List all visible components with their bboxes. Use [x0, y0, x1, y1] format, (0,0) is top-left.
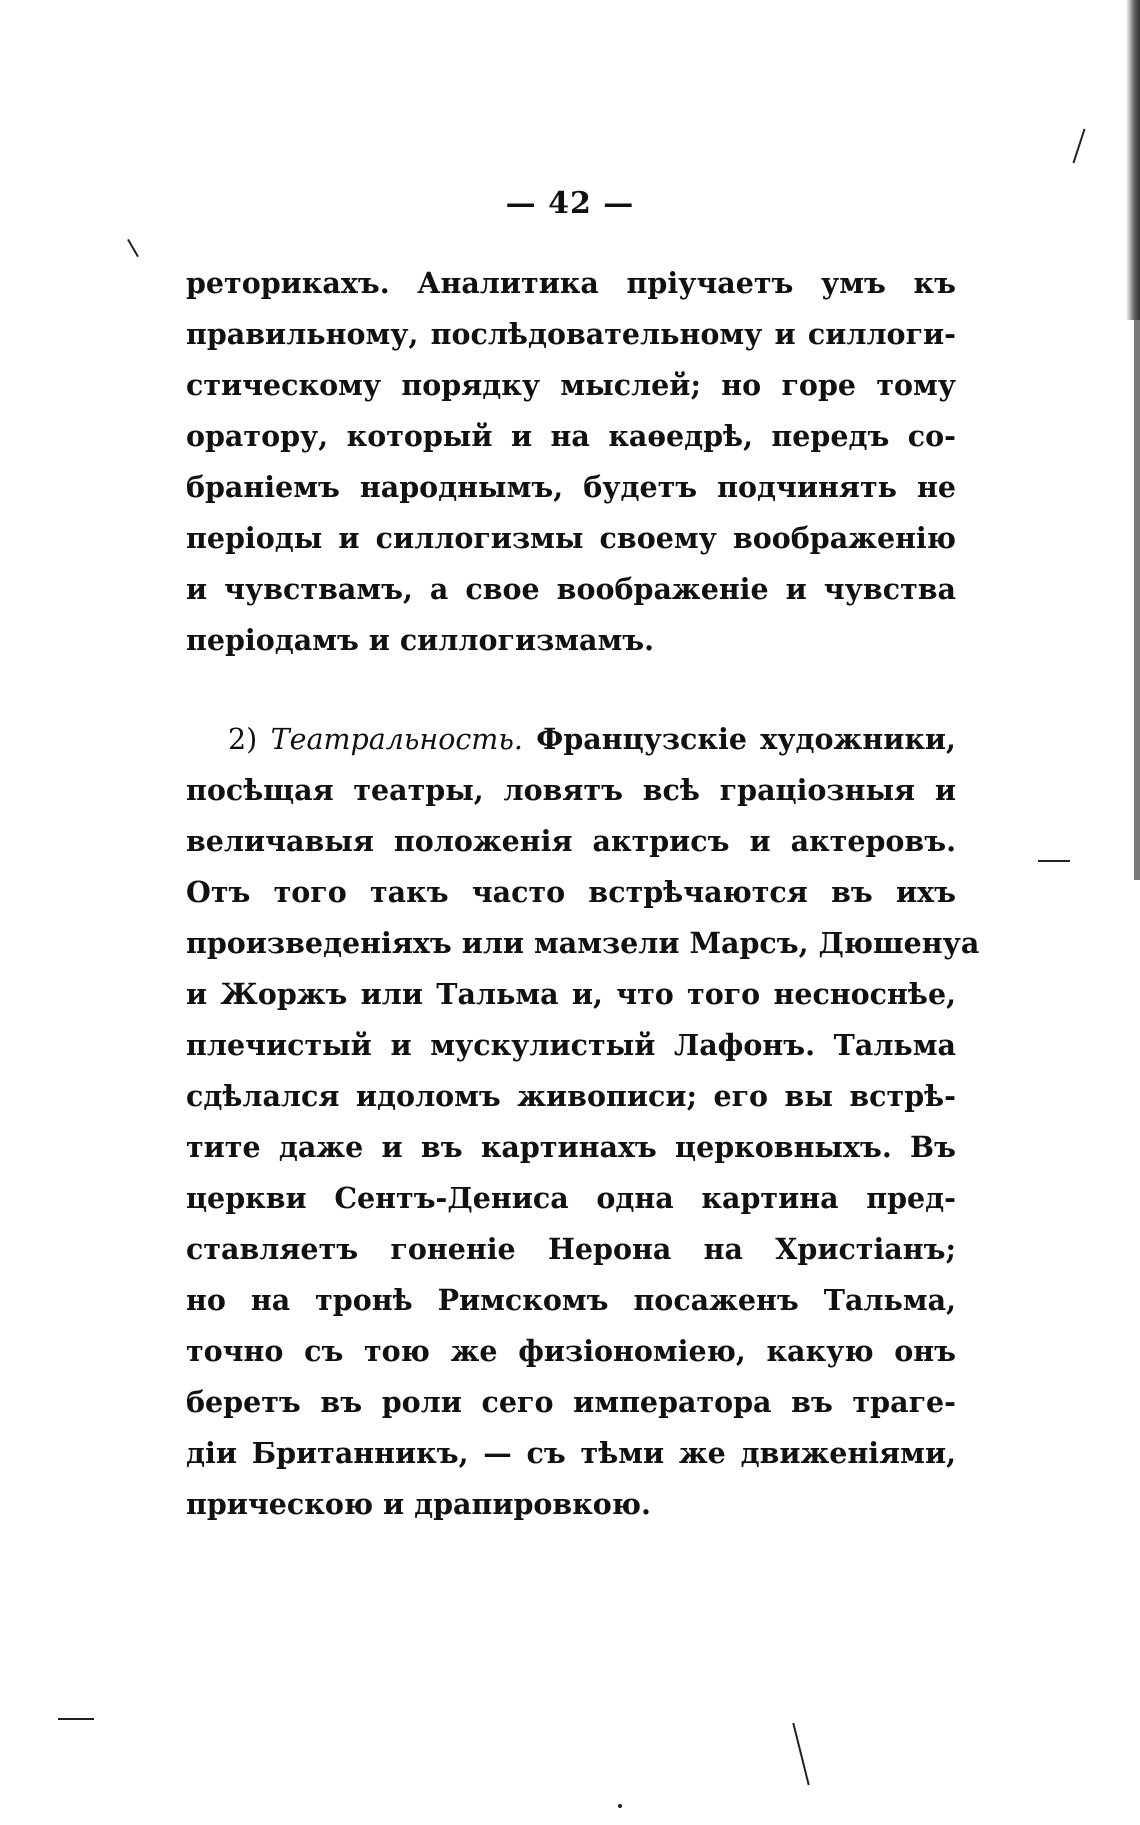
paragraph-2-line: сдѣлался идоломъ живописи; его вы встрѣ-	[186, 1079, 956, 1113]
paragraph-2-line: беретъ въ роли сего императора въ траге-	[186, 1385, 956, 1419]
paragraph-1-line: браніемъ народнымъ, будетъ подчинять не	[186, 470, 956, 504]
paragraph-1	[186, 258, 956, 666]
scan-mark	[1038, 860, 1070, 862]
scan-mark	[792, 1723, 809, 1786]
list-number: 2)	[228, 723, 258, 756]
paragraph-2-line: величавыя положенія актрисъ и актеровъ.	[186, 824, 956, 858]
paragraph-1-line: и чувствамъ, а свое воображеніе и чувства	[186, 572, 956, 606]
paragraph-2-line: діи Британникъ, — съ тѣми же движеніями,	[186, 1436, 956, 1470]
scan-mark	[127, 239, 139, 257]
paragraph-1-line: періоды и силлогизмы своему воображенію	[186, 521, 956, 555]
paragraph-2-line: Отъ того такъ часто встрѣчаются въ ихъ	[186, 875, 956, 909]
paragraph-2-line: точно съ тою же физіономіею, какую онъ	[186, 1334, 956, 1368]
scan-mark	[618, 1804, 622, 1808]
page-number: — 42 —	[505, 186, 635, 221]
paragraph-2-line: и Жоржъ или Тальма и, что того несноснѣе,	[186, 977, 956, 1011]
paragraph-1-line: правильному, послѣдовательному и силлоги-	[186, 317, 956, 351]
paragraph-2-first-line	[186, 714, 956, 765]
paragraph-2-line: произведеніяхъ или мамзели Марсъ, Дюшенуа	[186, 926, 980, 960]
paragraph-2-line: церкви Сентъ-Дениса одна картина пред-	[186, 1181, 956, 1215]
paragraph-1-line: періодамъ и силлогизмамъ.	[186, 623, 655, 657]
scan-mark	[1072, 129, 1085, 164]
paragraph-1-line: реторикахъ. Аналитика пріучаетъ умъ къ	[186, 266, 956, 300]
scan-mark	[58, 1718, 94, 1720]
paragraph-1-line: оратору, который и на каѳедрѣ, передъ со-	[186, 419, 956, 453]
paragraph-2-first-line-text: Французскіе художники,	[536, 722, 956, 756]
paragraph-2-line: посѣщая театры, ловятъ всѣ граціозныя и	[186, 773, 956, 807]
paragraph-2-line: прическою и драпировкою.	[186, 1487, 651, 1521]
scan-edge-shadow	[1126, 0, 1140, 320]
paragraph-2-line: тите даже и въ картинахъ церковныхъ. Въ	[186, 1130, 956, 1164]
scan-edge-shadow-lower	[1134, 320, 1140, 880]
paragraph-1-line: стическому порядку мыслей; но горе тому	[186, 368, 956, 402]
paragraph-2-line: но на тронѣ Римскомъ посаженъ Тальма,	[186, 1283, 956, 1317]
paragraph-2-line: плечистый и мускулистый Лафонъ. Тальма	[186, 1028, 956, 1062]
paragraph-2	[186, 714, 980, 1530]
paragraph-2-line: ставляетъ гоненіе Нерона на Христіанъ;	[186, 1232, 956, 1266]
section-heading: Театральность.	[270, 723, 523, 756]
